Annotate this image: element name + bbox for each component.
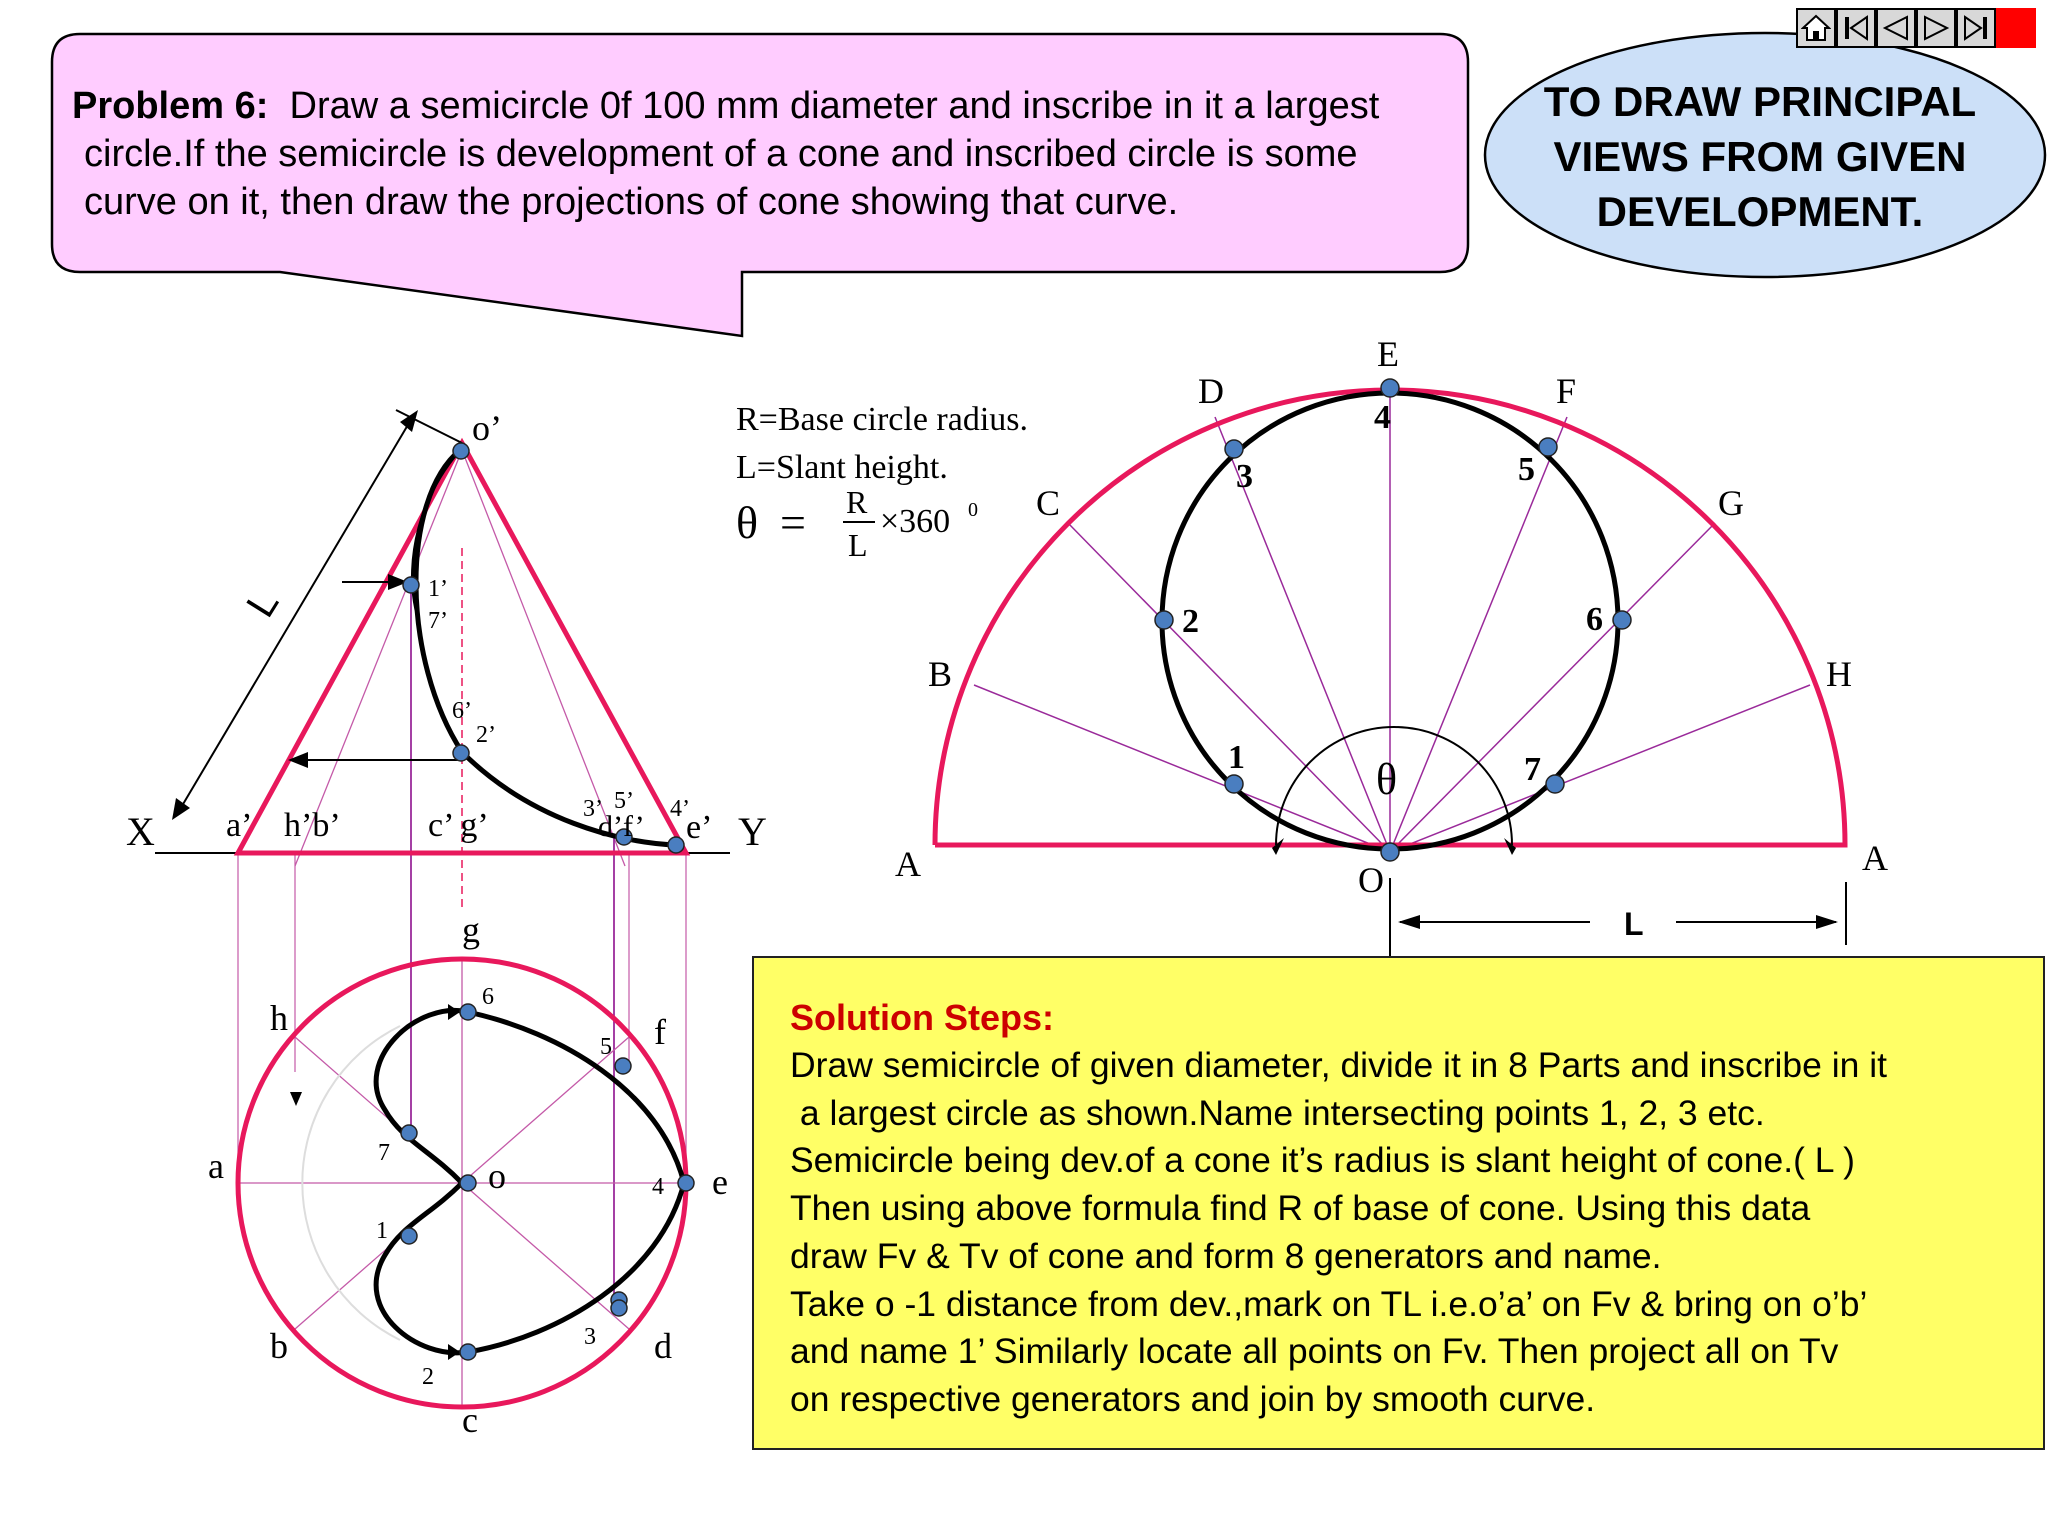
tv-label-d: d xyxy=(654,1326,672,1366)
development-view xyxy=(895,334,1888,960)
solution-title: Solution Steps: xyxy=(790,997,1054,1038)
dev-number-2: 2 xyxy=(1182,603,1199,640)
formula-theta: θ xyxy=(736,497,759,548)
title-line-2: VIEWS FROM GIVEN xyxy=(1553,133,1967,180)
dev-label-f: F xyxy=(1556,371,1577,411)
dev-label-e: E xyxy=(1377,334,1399,374)
tv-point-2 xyxy=(460,1344,476,1360)
formula-numerator: R xyxy=(846,484,868,520)
fv-label-e: e’ xyxy=(686,809,713,846)
formula-times: ×360 xyxy=(880,503,951,540)
fv-point-apex xyxy=(453,443,469,459)
dev-label-o: O xyxy=(1358,860,1384,900)
stop-button[interactable] xyxy=(1996,8,2036,48)
tv-label-b: b xyxy=(270,1326,288,1366)
tv-point-6 xyxy=(460,1004,476,1020)
dev-point-6 xyxy=(1613,611,1631,629)
dev-number-1: 1 xyxy=(1228,739,1245,776)
top-view xyxy=(208,910,728,1440)
dev-number-7: 7 xyxy=(1524,751,1541,788)
home-button[interactable] xyxy=(1796,8,1836,48)
tv-generator-d xyxy=(462,1183,629,1329)
tv-number-6: 6 xyxy=(482,984,494,1010)
fv-curve xyxy=(416,450,676,845)
fv-label-x: X xyxy=(126,809,155,854)
problem-text-1: Draw a semicircle 0f 100 mm diameter and inscribe in it a largest xyxy=(289,85,1380,127)
problem-line-1 xyxy=(72,82,1472,130)
tv-number-7: 7 xyxy=(378,1140,390,1166)
slide-navigation xyxy=(1796,8,2036,48)
tv-number-4: 4 xyxy=(652,1174,664,1200)
fv-point-2 xyxy=(453,745,469,761)
dev-label-theta: θ xyxy=(1376,755,1398,804)
dev-point-2 xyxy=(1155,611,1173,629)
dev-point-7 xyxy=(1546,775,1564,793)
dev-label-d: D xyxy=(1198,371,1224,411)
dev-label-a-right: A xyxy=(1862,838,1888,878)
fv-label-hb: h’b’ xyxy=(284,807,341,844)
problem-line-3: curve on it, then draw the projections of cone showing that curve. xyxy=(84,181,1179,223)
tv-curve xyxy=(376,1010,684,1352)
solution-line-3: Semicircle being dev.of a cone it’s radius is slant height of cone.( L ) xyxy=(790,1140,1855,1181)
next-icon xyxy=(1921,13,1951,43)
generator-c xyxy=(1068,523,1390,852)
fv-point-4 xyxy=(668,837,684,853)
fv-label-5: 5’ xyxy=(614,788,634,814)
fv-generator-b xyxy=(295,450,462,866)
fv-label-6: 6’ xyxy=(452,698,472,724)
solution-line-5: draw Fv & Tv of cone and form 8 generators and name. xyxy=(790,1235,1662,1276)
last-icon xyxy=(1961,13,1991,43)
next-slide-button[interactable] xyxy=(1916,8,1956,48)
dev-point-o xyxy=(1381,843,1399,861)
fv-point-1 xyxy=(403,577,419,593)
tv-label-g: g xyxy=(462,910,480,950)
dev-point-5 xyxy=(1539,438,1557,456)
tv-label-a: a xyxy=(208,1146,224,1186)
dev-number-4: 4 xyxy=(1374,399,1391,436)
first-icon xyxy=(1841,13,1871,43)
dev-point-1 xyxy=(1225,775,1243,793)
solution-line-7: and name 1’ Similarly locate all points on Fv. Then project all on Tv xyxy=(790,1331,1839,1372)
fv-label-1: 1’ xyxy=(428,576,448,602)
title-line-3: DEVELOPMENT. xyxy=(1596,188,1924,235)
tv-label-f: f xyxy=(654,1012,666,1052)
problem-label: Problem 6: xyxy=(72,85,269,127)
tv-number-1: 1 xyxy=(376,1218,388,1244)
fv-label-y: Y xyxy=(738,809,767,854)
page-title xyxy=(1490,74,2030,239)
dev-number-6: 6 xyxy=(1586,601,1603,638)
previous-slide-button[interactable] xyxy=(1876,8,1916,48)
tv-number-3: 3 xyxy=(584,1324,596,1350)
tv-point-3b xyxy=(611,1300,627,1316)
tv-number-5: 5 xyxy=(600,1034,612,1060)
dev-label-c: C xyxy=(1036,483,1061,523)
dev-label-l: L xyxy=(1624,906,1644,942)
tv-point-5 xyxy=(615,1058,631,1074)
solution-line-2: a largest circle as shown.Name intersecting points 1, 2, 3 etc. xyxy=(790,1092,1765,1133)
formula xyxy=(736,401,1028,563)
fv-label-a: a’ xyxy=(226,807,253,844)
dev-label-h: H xyxy=(1826,654,1852,694)
fv-label-7: 7’ xyxy=(428,608,448,634)
dev-label-a-left: A xyxy=(895,844,921,884)
formula-r-def: R=Base circle radius. xyxy=(736,401,1029,438)
fv-label-cg: c’ g’ xyxy=(428,807,489,844)
stop-icon xyxy=(2001,13,2031,43)
tv-label-c: c xyxy=(462,1400,478,1440)
fv-label-apex: o’ xyxy=(472,408,502,448)
dev-label-b: B xyxy=(928,654,953,694)
formula-l-def: L=Slant height. xyxy=(736,449,948,486)
solution-line-6: Take o -1 distance from dev.,mark on TL i.e.o’a’ on Fv & bring on o’b’ xyxy=(790,1283,1868,1324)
fv-label-3: 3’ xyxy=(583,796,603,822)
dev-number-5: 5 xyxy=(1518,451,1535,488)
problem-statement xyxy=(72,82,1472,226)
dev-point-3 xyxy=(1225,440,1243,458)
prev-icon xyxy=(1881,13,1911,43)
solution-line-1: Draw semicircle of given diameter, divide it in 8 Parts and inscribe in it xyxy=(790,1045,1888,1085)
tv-point-1 xyxy=(401,1228,417,1244)
tv-point-4 xyxy=(678,1175,694,1191)
formula-equals: = xyxy=(780,497,806,548)
solution-line-4: Then using above formula find R of base of cone. Using this data xyxy=(790,1188,1811,1229)
generator-g xyxy=(1390,523,1715,852)
solution-line-8: on respective generators and join by smooth curve. xyxy=(790,1378,1596,1419)
fv-label-4: 4’ xyxy=(670,796,690,822)
solution-steps-box xyxy=(752,956,2045,1450)
tv-label-e: e xyxy=(712,1162,728,1202)
formula-superscript: 0 xyxy=(968,499,978,521)
tv-number-2: 2 xyxy=(422,1364,434,1390)
dev-number-3: 3 xyxy=(1236,458,1253,495)
dev-point-4 xyxy=(1381,379,1399,397)
tv-point-o xyxy=(460,1175,476,1191)
tv-label-o: o xyxy=(488,1156,506,1196)
formula-denominator: L xyxy=(848,527,868,563)
first-slide-button[interactable] xyxy=(1836,8,1876,48)
last-slide-button[interactable] xyxy=(1956,8,1996,48)
fv-label-l: L xyxy=(238,582,288,625)
home-icon xyxy=(1801,13,1831,43)
tv-label-h: h xyxy=(270,998,288,1038)
problem-line-2: circle.If the semicircle is development of a cone and inscribed circle is some xyxy=(84,133,1358,175)
fv-label-df: d’f’ xyxy=(598,810,645,843)
fv-label-2: 2’ xyxy=(476,722,496,748)
tv-point-7 xyxy=(401,1125,417,1141)
title-line-1: TO DRAW PRINCIPAL xyxy=(1543,78,1977,125)
dev-label-g: G xyxy=(1718,483,1744,523)
